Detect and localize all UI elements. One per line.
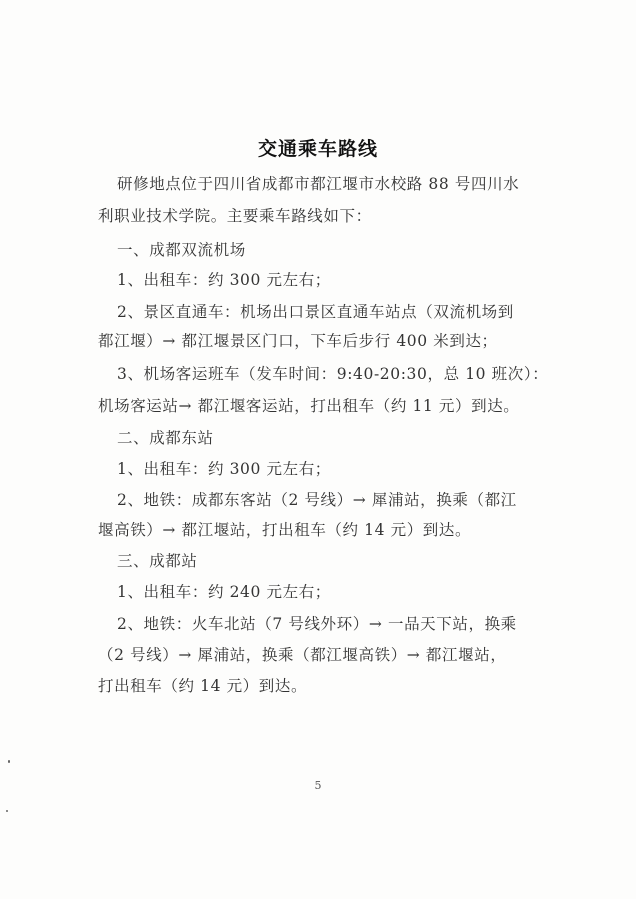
section-heading-east-station: 二、成都东站 <box>117 429 214 447</box>
east-station-metro-line-2: 堰高铁）→ 都江堰站，打出租车（约 14 元）到达。 <box>98 521 472 539</box>
airport-bus-line-2: 机场客运站→ 都江堰客运站，打出租车（约 11 元）到达。 <box>98 397 520 415</box>
intro-line-2: 利职业技术学院。主要乘车路线如下： <box>98 207 372 225</box>
airport-shuttle-line-1: 2、景区直通车：机场出口景区直通车站点（双流机场到 <box>117 303 514 321</box>
section-heading-chengdu-station: 三、成都站 <box>117 552 198 570</box>
chengdu-station-taxi: 1、出租车：约 240 元左右； <box>117 583 331 601</box>
airport-taxi: 1、出租车：约 300 元左右； <box>117 271 331 289</box>
chengdu-station-metro-line-3: 打出租车（约 14 元）到达。 <box>98 677 308 695</box>
section-heading-airport: 一、成都双流机场 <box>117 241 246 259</box>
chengdu-station-metro-line-2: （2 号线）→ 犀浦站，换乘（都江堰高铁）→ 都江堰站， <box>98 646 507 664</box>
east-station-taxi: 1、出租车：约 300 元左右； <box>117 460 331 478</box>
scan-speck <box>8 760 10 763</box>
intro-line-1: 研修地点位于四川省成都市都江堰市水校路 88 号四川水 <box>117 175 520 193</box>
scan-speck <box>6 810 8 812</box>
page-title: 交通乘车路线 <box>257 138 378 160</box>
east-station-metro-line-1: 2、地铁：成都东客站（2 号线）→ 犀浦站，换乘（都江 <box>117 491 517 509</box>
page-number: 5 <box>314 779 322 792</box>
airport-shuttle-line-2: 都江堰）→ 都江堰景区门口，下车后步行 400 米到达； <box>98 332 498 350</box>
airport-bus-line-1: 3、机场客运班车（发车时间：9:40-20:30，总 10 班次）： <box>117 365 549 383</box>
chengdu-station-metro-line-1: 2、地铁：火车北站（7 号线外环）→ 一品天下站，换乘 <box>117 615 517 633</box>
